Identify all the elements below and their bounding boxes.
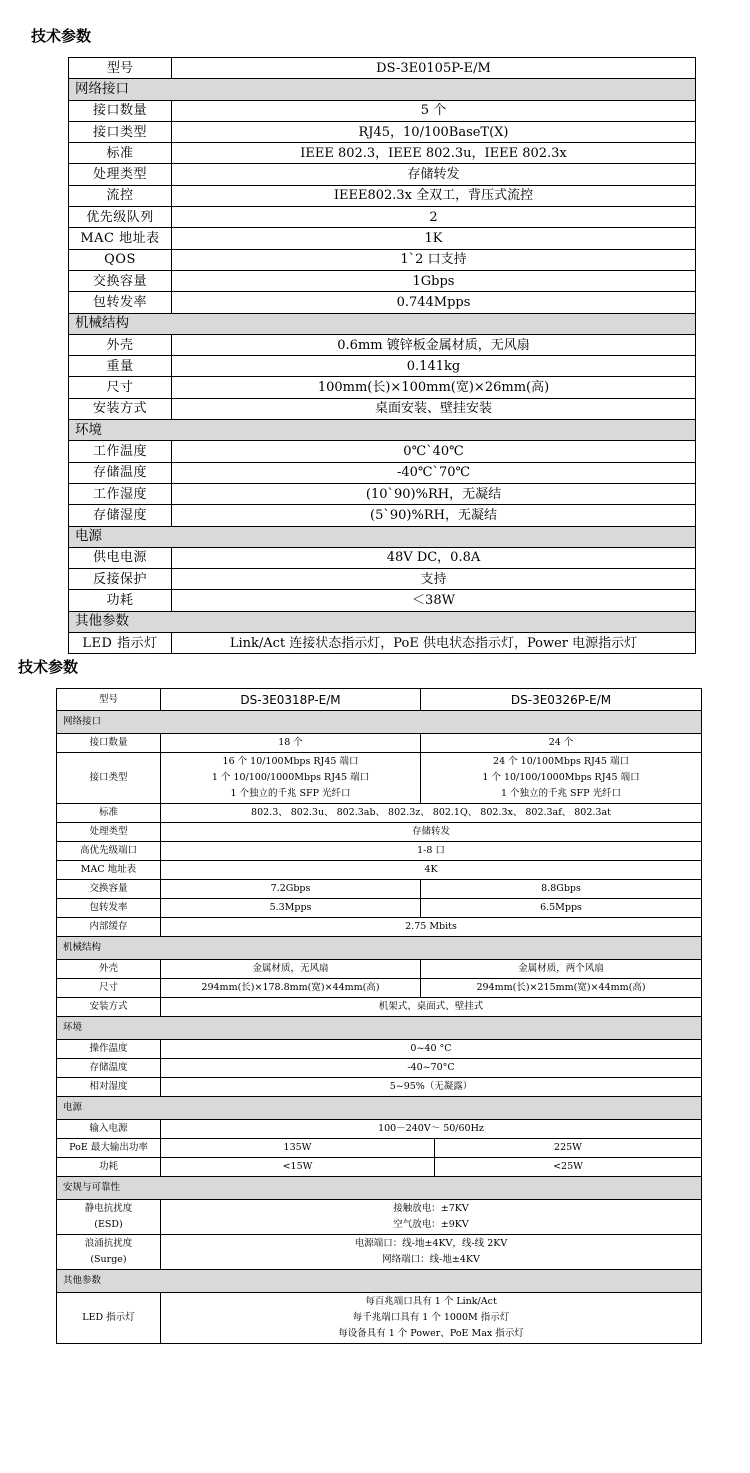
table-row — [69, 185, 696, 206]
spec-value: 1`2 口支持 — [172, 249, 696, 270]
line: 1 个 10/100/1000Mbps RJ45 端口 — [482, 772, 640, 783]
table-row — [57, 899, 702, 918]
spec-value: IEEE 802.3，IEEE 802.3u，IEEE 802.3x — [172, 143, 696, 164]
value-a: 18 个 — [161, 734, 421, 753]
spec-label: 相对湿度 — [57, 1078, 161, 1097]
section-title: 其他参数 — [57, 1270, 702, 1293]
value-b: 294mm(长)×215mm(宽)×44mm(高) — [421, 979, 702, 998]
spec-label: 反接保护 — [69, 569, 172, 590]
spec-value: (5`90)%RH，无凝结 — [172, 505, 696, 526]
spec-value: 存储转发 — [161, 823, 702, 842]
spec-value: DS-3E0105P-E/M — [172, 58, 696, 79]
table-row — [57, 1293, 702, 1344]
value-a: 294mm(长)×178.8mm(宽)×44mm(高) — [161, 979, 421, 998]
line: (ESD) — [94, 1219, 123, 1230]
spec-value: 桌面安装、壁挂安装 — [172, 398, 696, 419]
line: 每设备具有 1 个 Power、PoE Max 指示灯 — [338, 1328, 524, 1339]
table-row — [57, 1120, 702, 1139]
spec-label: 存储温度 — [69, 462, 172, 483]
spec-label: 接口数量 — [57, 734, 161, 753]
spec-label: 型号 — [69, 58, 172, 79]
spec-label: 标准 — [57, 804, 161, 823]
section-title: 环境 — [69, 420, 696, 441]
table-row — [57, 1059, 702, 1078]
spec-label: MAC 地址表 — [57, 861, 161, 880]
table-row — [57, 1235, 702, 1270]
table-row — [57, 1078, 702, 1097]
spec-value: (10`90)%RH，无凝结 — [172, 483, 696, 504]
line: 电源端口：线-地±4KV，线-线 2KV — [354, 1238, 508, 1249]
table-row — [69, 633, 696, 654]
spec-label: 接口数量 — [69, 100, 172, 121]
section-title: 电源 — [69, 526, 696, 547]
spec-label: 内部缓存 — [57, 918, 161, 937]
spec-table-2 — [56, 688, 702, 1344]
table-row — [57, 979, 702, 998]
spec-value: 0.6mm 镀锌板金属材质，无风扇 — [172, 334, 696, 355]
spec-value: IEEE802.3x 全双工，背压式流控 — [172, 185, 696, 206]
table-row — [57, 823, 702, 842]
section-title: 网络接口 — [57, 711, 702, 734]
value-a: 7.2Gbps — [161, 880, 421, 899]
section-heading-2: 技术参数 — [18, 658, 79, 676]
table-row — [69, 292, 696, 313]
line: 静电抗扰度 — [84, 1203, 133, 1214]
spec-value: 1K — [172, 228, 696, 249]
table-row — [69, 505, 696, 526]
spec-label: 功耗 — [57, 1158, 161, 1177]
spec-label: 尺寸 — [57, 979, 161, 998]
table-row — [57, 861, 702, 880]
line: 接触放电：±7KV — [393, 1203, 469, 1214]
table-row — [69, 356, 696, 377]
value-b: 8.8Gbps — [421, 880, 702, 899]
spec-value: 1Gbps — [172, 270, 696, 291]
table-row — [69, 249, 696, 270]
value-b: 金属材质，两个风扇 — [421, 960, 702, 979]
section-title: 机械结构 — [69, 313, 696, 334]
value-a: 金属材质，无风扇 — [161, 960, 421, 979]
spec-label: 供电电源 — [69, 547, 172, 568]
table-row — [69, 590, 696, 611]
line: (Surge) — [90, 1254, 127, 1265]
line: 每千兆端口具有 1 个 1000M 指示灯 — [352, 1312, 510, 1323]
table-row — [69, 483, 696, 504]
spec-value: 802.3、 802.3u、 802.3ab、 802.3z、 802.1Q、 802.3x、 802.3af、 802.3at — [161, 804, 702, 823]
spec-label — [57, 1235, 161, 1270]
spec-value: 5~95%（无凝露） — [161, 1078, 702, 1097]
table-row — [57, 1040, 702, 1059]
value-a: <15W — [161, 1158, 435, 1177]
model-a: DS-3E0318P-E/M — [161, 689, 421, 711]
spec-label: MAC 地址表 — [69, 228, 172, 249]
spec-label: 尺寸 — [69, 377, 172, 398]
model-b: DS-3E0326P-E/M — [421, 689, 702, 711]
spec-value: ＜38W — [172, 590, 696, 611]
table-row — [57, 804, 702, 823]
section-row — [69, 313, 696, 334]
section-row — [69, 611, 696, 632]
table-row — [69, 547, 696, 568]
table-row — [57, 1158, 702, 1177]
spec-label: 重量 — [69, 356, 172, 377]
table-row — [69, 569, 696, 590]
spec-value: 1-8 口 — [161, 842, 702, 861]
spec-value — [161, 1200, 702, 1235]
spec-value: 5 个 — [172, 100, 696, 121]
spec-table-1 — [68, 57, 696, 654]
line: 16 个 10/100Mbps RJ45 端口 — [222, 756, 359, 767]
spec-label: 包转发率 — [69, 292, 172, 313]
table-row — [69, 334, 696, 355]
spec-value: 2.75 Mbits — [161, 918, 702, 937]
table-row — [69, 270, 696, 291]
table-row — [69, 164, 696, 185]
section-title: 其他参数 — [69, 611, 696, 632]
section-row — [57, 711, 702, 734]
table-row — [57, 689, 702, 711]
section-row — [57, 937, 702, 960]
spec-value: 2 — [172, 207, 696, 228]
spec-label: 安装方式 — [69, 398, 172, 419]
value-b: 6.5Mpps — [421, 899, 702, 918]
spec-label: 交换容量 — [69, 270, 172, 291]
table-row — [57, 960, 702, 979]
value-a — [161, 753, 421, 804]
spec-label: 外壳 — [69, 334, 172, 355]
table-row — [57, 918, 702, 937]
spec-value: -40℃`70℃ — [172, 462, 696, 483]
spec-label: 处理类型 — [69, 164, 172, 185]
line: 浪涌抗扰度 — [84, 1238, 133, 1249]
line: 1 个独立的千兆 SFP 光纤口 — [230, 788, 351, 799]
table-row — [57, 880, 702, 899]
spec-label: 标准 — [69, 143, 172, 164]
section-title: 环境 — [57, 1017, 702, 1040]
table-row — [69, 58, 696, 79]
spec-label: 交换容量 — [57, 880, 161, 899]
value-b: 225W — [435, 1139, 702, 1158]
table-row — [57, 1200, 702, 1235]
line: 每百兆端口具有 1 个 Link/Act — [365, 1296, 497, 1307]
table-row — [69, 100, 696, 121]
spec-label: 优先级队列 — [69, 207, 172, 228]
spec-value: 存储转发 — [172, 164, 696, 185]
section-row — [57, 1270, 702, 1293]
value-b — [421, 753, 702, 804]
spec-value — [161, 1235, 702, 1270]
spec-label: 工作湿度 — [69, 483, 172, 504]
spec-value: -40~70°C — [161, 1059, 702, 1078]
spec-label: 包转发率 — [57, 899, 161, 918]
table-row — [69, 121, 696, 142]
section-heading-1: 技术参数 — [31, 27, 92, 45]
line: 网络端口：线-地±4KV — [382, 1254, 480, 1265]
section-row — [69, 79, 696, 100]
value-a: 5.3Mpps — [161, 899, 421, 918]
spec-label: 功耗 — [69, 590, 172, 611]
table-row — [57, 842, 702, 861]
spec-label: LED 指示灯 — [57, 1293, 161, 1344]
table-row — [69, 228, 696, 249]
table-row — [69, 462, 696, 483]
table-row — [57, 998, 702, 1017]
table-row — [57, 734, 702, 753]
spec-value: 0.744Mpps — [172, 292, 696, 313]
value-b: 24 个 — [421, 734, 702, 753]
line: 1 个独立的千兆 SFP 光纤口 — [500, 788, 622, 799]
spec-label: 接口类型 — [57, 753, 161, 804]
spec-value: Link/Act 连接状态指示灯，PoE 供电状态指示灯，Power 电源指示灯 — [172, 633, 696, 654]
spec-label: 外壳 — [57, 960, 161, 979]
line: 24 个 10/100Mbps RJ45 端口 — [493, 756, 629, 767]
spec-value: 机架式、桌面式、壁挂式 — [161, 998, 702, 1017]
table-row — [57, 1139, 702, 1158]
section-title: 安规与可靠性 — [57, 1177, 702, 1200]
spec-label: 流控 — [69, 185, 172, 206]
spec-value: 0~40 °C — [161, 1040, 702, 1059]
table-row — [69, 207, 696, 228]
table-row — [69, 143, 696, 164]
line: 空气放电：±9KV — [393, 1219, 469, 1230]
value-a: 135W — [161, 1139, 435, 1158]
spec-label: 存储湿度 — [69, 505, 172, 526]
spec-value: RJ45，10/100BaseT(X) — [172, 121, 696, 142]
spec-label: 存储温度 — [57, 1059, 161, 1078]
spec-label: 高优先级端口 — [57, 842, 161, 861]
spec-label: 输入电源 — [57, 1120, 161, 1139]
spec-value: 100mm(长)×100mm(宽)×26mm(高) — [172, 377, 696, 398]
spec-label: 工作温度 — [69, 441, 172, 462]
value-b: <25W — [435, 1158, 702, 1177]
section-row — [69, 420, 696, 441]
spec-value: 0℃`40℃ — [172, 441, 696, 462]
spec-label — [57, 1200, 161, 1235]
spec-label: 接口类型 — [69, 121, 172, 142]
spec-value: 48V DC，0.8A — [172, 547, 696, 568]
line: 1 个 10/100/1000Mbps RJ45 端口 — [211, 772, 370, 783]
section-title: 电源 — [57, 1097, 702, 1120]
section-row — [69, 526, 696, 547]
spec-label: 处理类型 — [57, 823, 161, 842]
spec-value — [161, 1293, 702, 1344]
table-row — [69, 398, 696, 419]
section-title: 机械结构 — [57, 937, 702, 960]
section-row — [57, 1017, 702, 1040]
spec-label: 型号 — [57, 689, 161, 711]
spec-label: QOS — [69, 249, 172, 270]
spec-label: 安装方式 — [57, 998, 161, 1017]
spec-label: LED 指示灯 — [69, 633, 172, 654]
section-title: 网络接口 — [69, 79, 696, 100]
section-row — [57, 1097, 702, 1120]
spec-value: 支持 — [172, 569, 696, 590]
spec-value: 4K — [161, 861, 702, 880]
section-row — [57, 1177, 702, 1200]
spec-value: 100－240V～ 50/60Hz — [161, 1120, 702, 1139]
table-row — [69, 441, 696, 462]
spec-value: 0.141kg — [172, 356, 696, 377]
spec-label: 操作温度 — [57, 1040, 161, 1059]
table-row — [69, 377, 696, 398]
spec-label: PoE 最大输出功率 — [57, 1139, 161, 1158]
table-row — [57, 753, 702, 804]
